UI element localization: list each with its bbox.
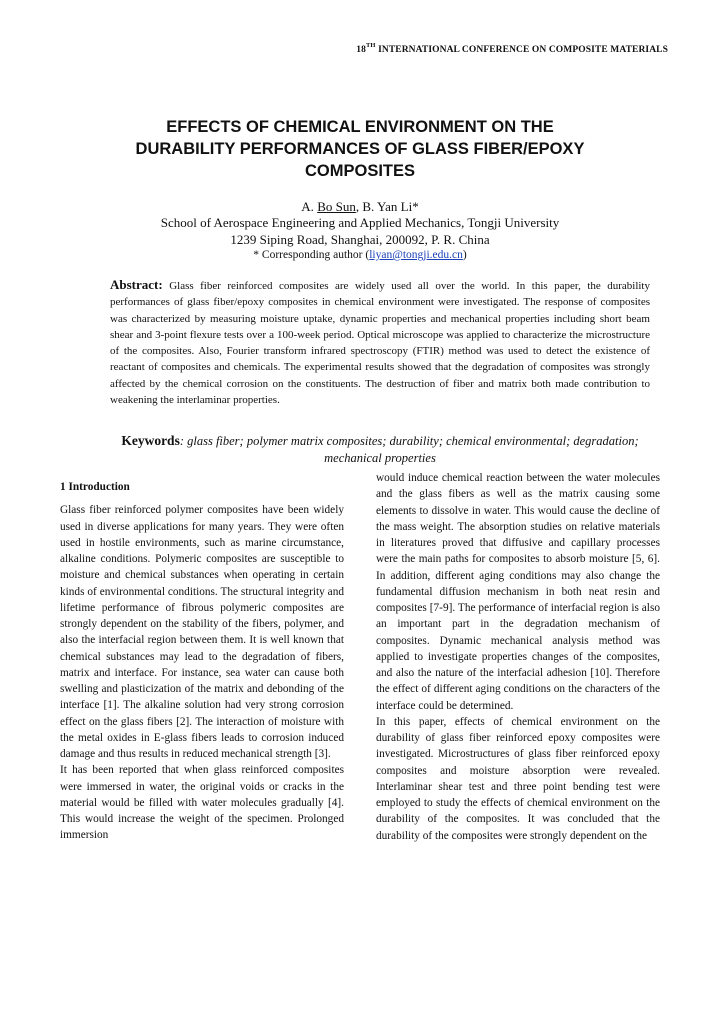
author-a-name: Bo Sun xyxy=(317,199,356,214)
paragraph: In this paper, effects of chemical environment on the durability of glass fiber reinforced epoxy composites were investigated. Microstructures of glass fiber reinforced epoxy composites and moisture absorption were revealed. Interlaminar shear test and three point bending test were employed to study the effects of chemical environment on the durability of the composites. It was concluded that the durability of the composites were strongly dependent on the xyxy=(376,715,660,842)
keywords-text: : glass fiber; polymer matrix composites; durability; chemical environmental; degradation; mechanical properties xyxy=(179,434,639,465)
header-superscript: TH xyxy=(366,42,376,49)
title-line-2: DURABILITY PERFORMANCES OF GLASS FIBER/EPOXY xyxy=(135,140,585,158)
right-column xyxy=(376,470,660,844)
author-a-prefix: A. xyxy=(301,199,314,214)
keywords xyxy=(110,432,650,467)
author-b: , B. Yan Li* xyxy=(355,199,419,214)
header-number: 18 xyxy=(356,45,366,55)
affiliation: School of Aerospace Engineering and Applied Mechanics, Tongji University xyxy=(160,215,560,230)
paper-title xyxy=(60,116,660,182)
conference-header xyxy=(0,42,668,55)
corresponding-suffix: ) xyxy=(462,249,467,261)
email-link[interactable]: liyan@tongji.edu.cn xyxy=(369,249,463,261)
header-text: INTERNATIONAL CONFERENCE ON COMPOSITE MATERIALS xyxy=(378,45,668,55)
abstract-text: Glass fiber reinforced composites are widely used all over the world. In this paper, the durability performances of glass fiber/epoxy composites in chemical environment were investigated. The response of composites was characterized by measuring moisture uptake, dynamic properties and mechanical properties including short beam shear and 3-point flexure tests over a 100-week period. Optical microscope was applied to characterize the microstructure of the composites. Also, Fourier transform infrared spectroscopy (FTIR) method was used to detect the existence of reactant of composites and chemicals. The experimental results showed that the degradation of composites was strongly affected by the chemical corrosion on the constituents. The destruction of fiber and matrix both made contribution to weakening the interlaminar properties. xyxy=(110,280,650,407)
corresponding-prefix: * Corresponding author ( xyxy=(253,249,370,261)
corresponding-author xyxy=(0,247,720,263)
left-column xyxy=(60,479,344,844)
abstract-label: Abstract: xyxy=(110,277,163,292)
title-line-3: COMPOSITES xyxy=(304,162,415,180)
paragraph: Glass fiber reinforced polymer composites have been widely used in diverse applications for many years. They were often used in hostile environments, such as marine circumstance, alkaline conditions. Polymeric composites are susceptible to moisture and chemical substances when operating in certain kinds of environmental conditions. The structural integrity and lifetime performance of fibrous polymeric composites are strongly dependent on the stability of the fibers, polymer, and also the interfacial region between them. It is well known that chemical substances may lead to the degradation of fibers, matrix and interface. For instance, sea water can cause both swelling and plasticization of the matrix and debonding of the interface [1]. The alkaline solution had very strong corrosion effect on the glass fibers [2]. The interaction of moisture with the metal oxides in E-glass fibers leads to corrosion induced damage and thus results in reduced mechanical strength [3]. xyxy=(60,504,344,760)
section-heading: 1 Introduction xyxy=(60,481,130,493)
address: 1239 Siping Road, Shanghai, 200092, P. R. China xyxy=(230,232,490,247)
paragraph: It has been reported that when glass reinforced composites were immersed in water, the original voids or cracks in the material would be filled with water molecules gradually [4]. This would increase the weight of the specimen. Prolonged immersion xyxy=(60,764,344,842)
keywords-label: Keywords xyxy=(121,433,180,448)
abstract xyxy=(110,277,650,408)
title-line-1: EFFECTS OF CHEMICAL ENVIRONMENT ON THE xyxy=(166,118,554,136)
paragraph: would induce chemical reaction between the water molecules and the glass fibers as well as the matrix causing some elements to dissolve in water. This would cause the decline of the mass weight. The absorption studies on relative materials in literatures proved that diffusive and capillary processes were the main paths for composites to absorb moisture [5, 6]. In addition, different aging conditions may also change the fundamental diffusion mechanism in both neat resin and composites [7-9]. The performance of interfacial region is also an important part in the degradation mechanism of composites. Dynamic mechanical analysis method was applied to investigate properties changes of the composites, and also the nature of the interfacial adhesion [10]. Therefore the effect of different aging conditions on the characters of the interface could be determined. xyxy=(376,472,660,712)
